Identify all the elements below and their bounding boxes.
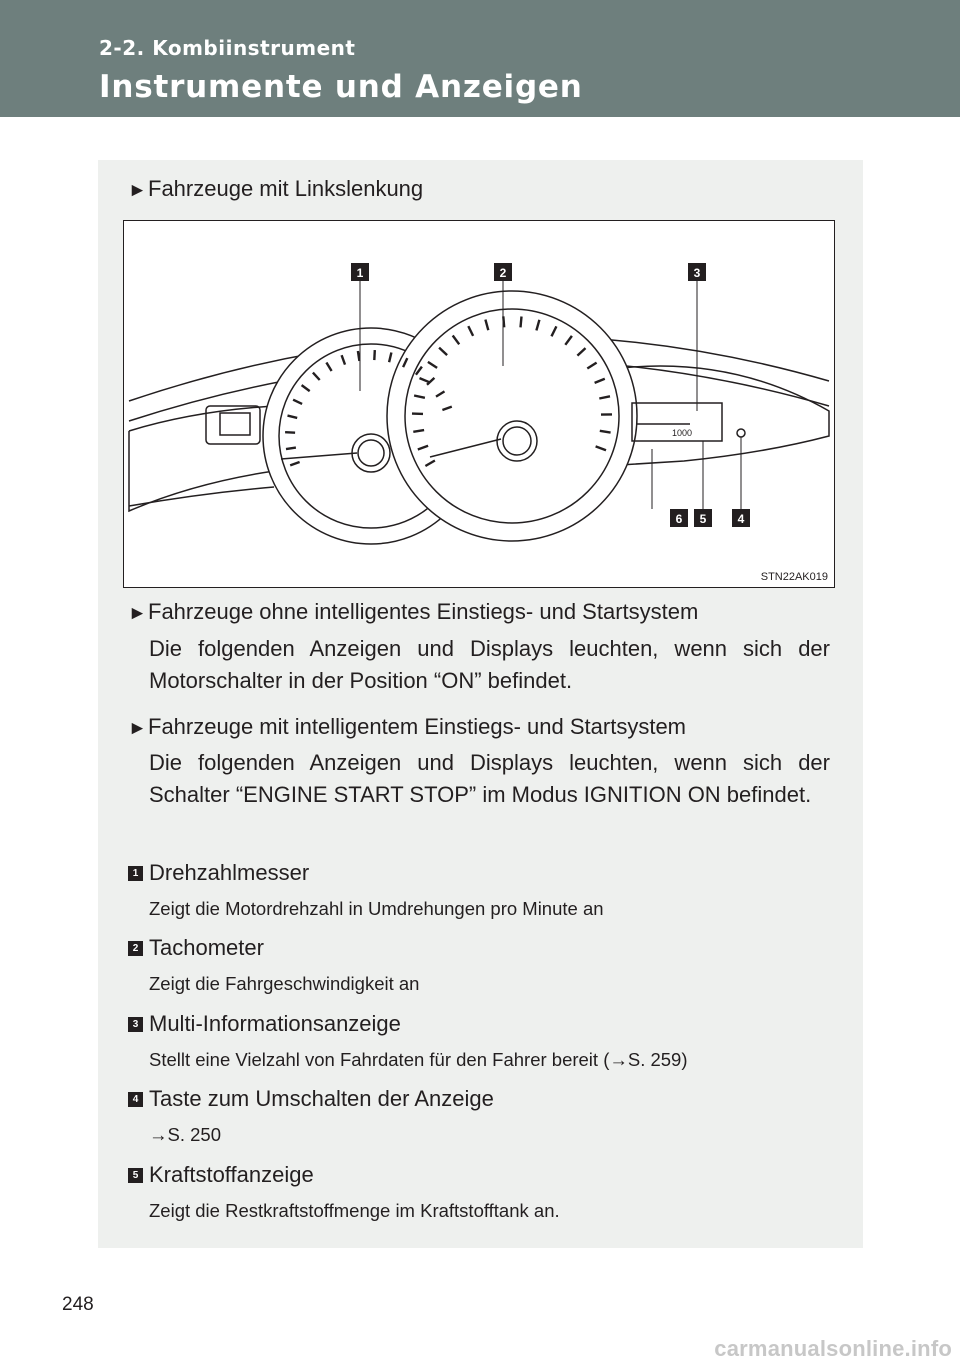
watermark: carmanualsonline.info	[714, 1336, 952, 1361]
page-title: Instrumente und Anzeigen	[99, 69, 583, 105]
variant-heading-label: Fahrzeuge mit Linkslenkung	[148, 176, 424, 201]
variant-heading-2	[128, 714, 686, 740]
variant-heading-1	[128, 599, 698, 625]
item-number-badge: 1	[128, 866, 143, 881]
item-number-badge: 2	[128, 941, 143, 956]
item-title: Kraftstoffanzeige	[149, 1162, 314, 1187]
item-number-badge: 4	[128, 1092, 143, 1107]
variant-heading-label: Fahrzeuge ohne intelligentes Einstiegs- und Startsystem	[148, 599, 699, 624]
callout-2: 2	[499, 266, 507, 280]
callout-1: 1	[356, 266, 364, 280]
item-description: Zeigt die Motordrehzahl in Umdrehungen pro Minute an	[149, 898, 604, 919]
arrow-right-icon: ►	[128, 718, 147, 739]
item-description: Zeigt die Fahrgeschwindigkeit an	[149, 973, 420, 994]
item-number-badge: 3	[128, 1017, 143, 1032]
variant-heading-label: Fahrzeuge mit intelligentem Einstiegs- und Startsystem	[148, 714, 687, 739]
callout-5: 5	[699, 512, 707, 526]
section-label: 2-2. Kombiinstrument	[99, 36, 356, 60]
item-title: Multi-Informationsanzeige	[149, 1011, 401, 1036]
arrow-right-icon: ►	[128, 603, 147, 624]
page-number: 248	[62, 1294, 94, 1315]
odometer-readout: 1000	[672, 428, 693, 438]
variant-heading-lhd	[128, 176, 423, 202]
callout-6: 6	[675, 512, 683, 526]
callout-4: 4	[737, 512, 745, 526]
item-number-badge: 5	[128, 1168, 143, 1183]
arrow-right-icon: ►	[128, 180, 147, 201]
instrument-cluster-figure	[123, 220, 835, 588]
item-title: Drehzahlmesser	[149, 860, 310, 885]
item-title: Taste zum Umschalten der Anzeige	[149, 1086, 494, 1111]
variant-paragraph-2: Die folgenden Anzeigen und Displays leuchten, wenn sich der Schalter “ENGINE START STOP” im Modus IGNITION ON befindet.	[149, 750, 830, 807]
item-description: →S. 250	[149, 1124, 221, 1145]
chapter-header	[0, 0, 960, 117]
figure-code: STN22AK019	[760, 571, 828, 583]
item-title: Tachometer	[149, 935, 264, 960]
item-description: Zeigt die Restkraftstoffmenge im Kraftstofftank an.	[149, 1200, 560, 1221]
item-description: Stellt eine Vielzahl von Fahrdaten für den Fahrer bereit (→S. 259)	[149, 1049, 688, 1070]
instrument-cluster-illustration	[124, 221, 836, 589]
callout-3: 3	[693, 266, 701, 280]
variant-paragraph-1: Die folgenden Anzeigen und Displays leuchten, wenn sich der Motorschalter in der Position “ON” befindet.	[149, 636, 830, 693]
